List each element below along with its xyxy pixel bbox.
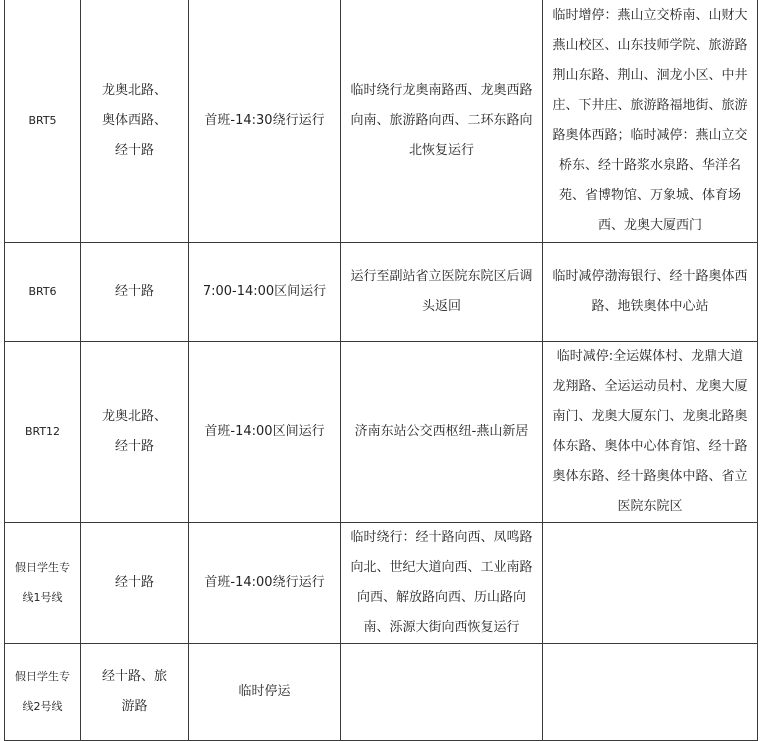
affected-roads: 龙奥北路、奥体西路、经十路 (81, 0, 189, 243)
affected-roads: 经十路、旅游路 (81, 644, 189, 741)
detour-route: 运行至副站省立医院东院区后调头返回 (341, 243, 543, 342)
stop-changes (543, 523, 758, 644)
affected-roads: 经十路 (81, 243, 189, 342)
line-name: BRT12 (5, 342, 81, 523)
line-name: 假日学生专线1号线 (5, 523, 81, 644)
operation-time: 首班-14:30绕行运行 (189, 0, 341, 243)
detour-route: 济南东站公交西枢纽-燕山新居 (341, 342, 543, 523)
table-row (5, 342, 758, 523)
affected-roads: 经十路 (81, 523, 189, 644)
operation-time: 临时停运 (189, 644, 341, 741)
operation-time: 7:00-14:00区间运行 (189, 243, 341, 342)
table-row (5, 644, 758, 741)
operation-time: 首班-14:00绕行运行 (189, 523, 341, 644)
table-row (5, 243, 758, 342)
line-name: BRT6 (5, 243, 81, 342)
stop-changes: 临时减停渤海银行、经十路奥体西路、地铁奥体中心站 (543, 243, 758, 342)
detour-route: 临时绕行：经十路向西、凤鸣路向北、世纪大道向西、工业南路向西、解放路向西、历山路向南、泺源大街向西恢复运行 (341, 523, 543, 644)
table-row (5, 0, 758, 243)
line-name: 假日学生专线2号线 (5, 644, 81, 741)
table-row (5, 523, 758, 644)
affected-roads: 龙奥北路、经十路 (81, 342, 189, 523)
operation-time: 首班-14:00区间运行 (189, 342, 341, 523)
stop-changes: 临时减停:全运媒体村、龙鼎大道龙翔路、全运运动员村、龙奥大厦南门、龙奥大厦东门、龙奥北路奥体东路、奥体中心体育馆、经十路奥体东路、经十路奥体中路、省立医院东院区 (543, 342, 758, 523)
stop-changes: 临时增停：燕山立交桥南、山财大燕山校区、山东技师学院、旅游路荆山东路、荆山、洄龙小区、中井庄、下井庄、旅游路福地街、旅游路奥体西路；临时减停：燕山立交桥东、经十路浆水泉路、华洋名苑、省博物馆、万象城、体育场西、龙奥大厦西门 (543, 0, 758, 243)
detour-route (341, 644, 543, 741)
stop-changes (543, 644, 758, 741)
line-name: BRT5 (5, 0, 81, 243)
bus-adjustment-table (4, 0, 758, 741)
detour-route: 临时绕行龙奥南路西、龙奥西路向南、旅游路向西、二环东路向北恢复运行 (341, 0, 543, 243)
